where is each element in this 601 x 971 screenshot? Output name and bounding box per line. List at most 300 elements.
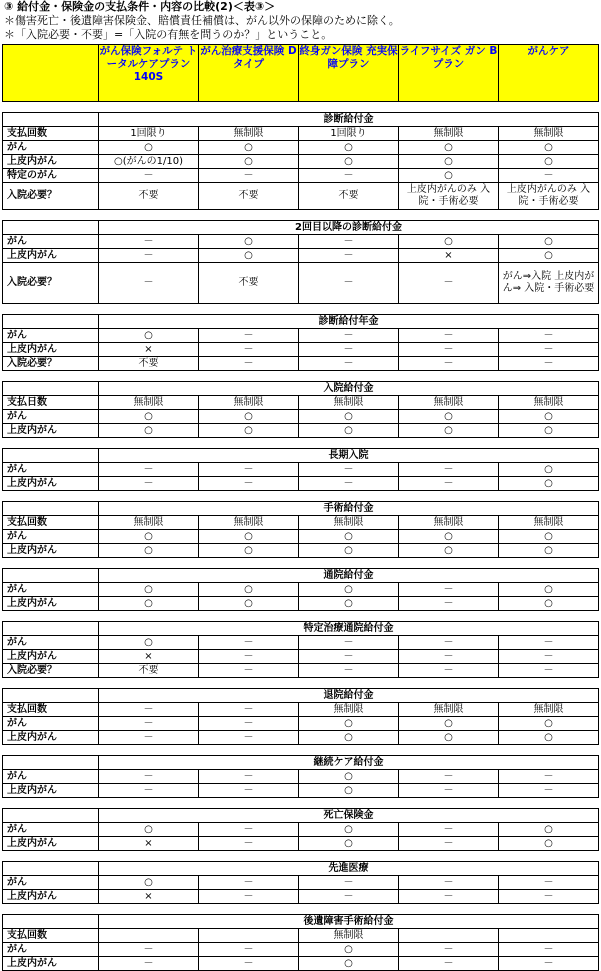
value-cell: － <box>99 477 199 491</box>
value-cell: － <box>299 890 399 904</box>
table-row <box>3 957 599 971</box>
value-cell: 無制限 <box>99 396 199 410</box>
table-row <box>3 127 599 141</box>
section-title: 特定治療通院給付金 <box>99 622 599 636</box>
value-cell: 不要 <box>99 357 199 371</box>
value-cell: － <box>399 890 499 904</box>
value-cell: － <box>399 463 499 477</box>
section-header-row <box>3 862 599 876</box>
section-blank <box>3 915 99 929</box>
row-label: 支払回数 <box>3 516 99 530</box>
value-cell: ○ <box>499 597 599 611</box>
value-cell: ○ <box>299 583 399 597</box>
section-header-row <box>3 113 599 127</box>
value-cell: ○ <box>399 235 499 249</box>
row-label: がん <box>3 329 99 343</box>
row-label: がん <box>3 823 99 837</box>
value-cell: ○ <box>399 169 499 183</box>
row-label: がん <box>3 943 99 957</box>
value-cell: ○ <box>99 530 199 544</box>
value-cell: － <box>299 477 399 491</box>
plan-name: 終身ガン保険 充実保障プラン <box>299 45 399 102</box>
value-cell: 無制限 <box>299 396 399 410</box>
value-cell: ○ <box>199 583 299 597</box>
row-label: 入院必要？ <box>3 357 99 371</box>
section-title: 診断給付年金 <box>99 315 599 329</box>
value-cell: － <box>499 664 599 678</box>
value-cell: ○ <box>499 583 599 597</box>
value-cell <box>499 929 599 943</box>
value-cell: ○ <box>499 717 599 731</box>
section-header-row <box>3 382 599 396</box>
value-cell: － <box>299 169 399 183</box>
value-cell: ○ <box>399 155 499 169</box>
value-cell: － <box>199 650 299 664</box>
value-cell: － <box>99 784 199 798</box>
value-cell: ○ <box>99 583 199 597</box>
row-label: がん <box>3 770 99 784</box>
value-cell <box>199 929 299 943</box>
value-cell: － <box>199 784 299 798</box>
row-label: 上皮内がん <box>3 597 99 611</box>
value-cell: ○ <box>199 424 299 438</box>
value-cell: がん⇒入院 上皮内がん⇒ 入院・手術必要 <box>499 263 599 304</box>
header <box>0 0 601 44</box>
value-cell: － <box>199 943 299 957</box>
row-label: 支払回数 <box>3 703 99 717</box>
value-cell: ○ <box>299 141 399 155</box>
value-cell: ○ <box>199 155 299 169</box>
section-title: 長期入院 <box>99 449 599 463</box>
table-row <box>3 770 599 784</box>
row-label: 支払回数 <box>3 127 99 141</box>
value-cell: 不要 <box>99 183 199 210</box>
table-row <box>3 357 599 371</box>
value-cell: 無制限 <box>499 703 599 717</box>
value-cell: － <box>99 463 199 477</box>
row-label: 入院必要？ <box>3 263 99 304</box>
value-cell: ○ <box>399 410 499 424</box>
row-label: 上皮内がん <box>3 477 99 491</box>
value-cell: 無制限 <box>499 516 599 530</box>
value-cell: － <box>499 784 599 798</box>
section-title: 通院給付金 <box>99 569 599 583</box>
row-label: 上皮内がん <box>3 650 99 664</box>
value-cell: ○ <box>399 424 499 438</box>
value-cell: 無制限 <box>199 127 299 141</box>
row-label: 入院必要？ <box>3 664 99 678</box>
section-spacer <box>3 678 599 689</box>
value-cell: － <box>199 463 299 477</box>
table-row <box>3 329 599 343</box>
row-label: 上皮内がん <box>3 784 99 798</box>
table-row <box>3 929 599 943</box>
value-cell: ○ <box>99 823 199 837</box>
section-header-row <box>3 915 599 929</box>
section-blank <box>3 622 99 636</box>
spacer-cell <box>3 558 599 569</box>
value-cell: － <box>99 235 199 249</box>
value-cell: ○ <box>299 770 399 784</box>
row-label: がん <box>3 530 99 544</box>
value-cell: ○ <box>299 597 399 611</box>
row-label: がん <box>3 141 99 155</box>
value-cell: ○ <box>299 410 399 424</box>
section-spacer <box>3 210 599 221</box>
value-cell: 1回限り <box>299 127 399 141</box>
value-cell: ○ <box>99 141 199 155</box>
value-cell: － <box>499 329 599 343</box>
value-cell: － <box>399 664 499 678</box>
section-title: 後遺障害手術給付金 <box>99 915 599 929</box>
value-cell: － <box>199 731 299 745</box>
value-cell: ○ <box>499 837 599 851</box>
value-cell: 上皮内がんのみ 入院・手術必要 <box>399 183 499 210</box>
comparison-table <box>2 44 599 971</box>
table-row <box>3 890 599 904</box>
value-cell: － <box>499 943 599 957</box>
value-cell: － <box>499 957 599 971</box>
spacer-cell <box>3 102 599 113</box>
plan-name: ライフサイズ ガン Bプラン <box>399 45 499 102</box>
row-label: 上皮内がん <box>3 957 99 971</box>
spacer-cell <box>3 371 599 382</box>
value-cell: － <box>399 823 499 837</box>
value-cell: － <box>399 876 499 890</box>
value-cell: ○ <box>99 410 199 424</box>
section-title: 死亡保険金 <box>99 809 599 823</box>
value-cell: － <box>399 597 499 611</box>
row-label: 入院必要？ <box>3 183 99 210</box>
value-cell: ○ <box>499 424 599 438</box>
value-cell: ○ <box>299 823 399 837</box>
value-cell: － <box>299 876 399 890</box>
section-spacer <box>3 491 599 502</box>
value-cell: － <box>199 664 299 678</box>
value-cell: － <box>299 664 399 678</box>
value-cell: × <box>99 650 199 664</box>
table-row <box>3 731 599 745</box>
value-cell: 不要 <box>199 263 299 304</box>
value-cell: － <box>499 876 599 890</box>
value-cell: ○ <box>199 141 299 155</box>
value-cell: ○ <box>299 544 399 558</box>
value-cell: － <box>299 650 399 664</box>
value-cell: ○ <box>99 597 199 611</box>
value-cell: － <box>199 357 299 371</box>
value-cell: ○ <box>199 544 299 558</box>
value-cell: － <box>199 169 299 183</box>
value-cell: － <box>399 329 499 343</box>
value-cell: － <box>499 650 599 664</box>
value-cell: － <box>399 957 499 971</box>
value-cell: － <box>399 636 499 650</box>
value-cell: － <box>399 357 499 371</box>
value-cell: ○ <box>399 530 499 544</box>
section-header-row <box>3 449 599 463</box>
value-cell: ○ <box>499 530 599 544</box>
table-row <box>3 183 599 210</box>
value-cell: × <box>99 837 199 851</box>
value-cell: － <box>399 650 499 664</box>
value-cell <box>99 929 199 943</box>
value-cell: 不要 <box>199 183 299 210</box>
row-label: 支払回数 <box>3 929 99 943</box>
value-cell: 不要 <box>99 664 199 678</box>
value-cell: － <box>299 343 399 357</box>
value-cell: ○ <box>499 155 599 169</box>
value-cell: － <box>499 343 599 357</box>
value-cell: ○ <box>499 249 599 263</box>
table-row <box>3 583 599 597</box>
row-label: 特定のがん <box>3 169 99 183</box>
value-cell: ○ <box>299 155 399 169</box>
value-cell: ○ <box>299 943 399 957</box>
value-cell: － <box>99 770 199 784</box>
value-cell: ○ <box>99 876 199 890</box>
note-1: ＊傷害死亡・後遺障害保険金、賠償責任補償は、がん以外の保障のために除く。 <box>4 14 400 27</box>
value-cell: ○ <box>499 141 599 155</box>
value-cell <box>399 929 499 943</box>
table-row <box>3 837 599 851</box>
value-cell: ○ <box>499 544 599 558</box>
value-cell: ○ <box>299 731 399 745</box>
spacer-cell <box>3 438 599 449</box>
value-cell: 上皮内がんのみ 入院・手術必要 <box>499 183 599 210</box>
spacer-cell <box>3 611 599 622</box>
value-cell: － <box>199 343 299 357</box>
value-cell: － <box>299 235 399 249</box>
value-cell: － <box>199 717 299 731</box>
value-cell: － <box>199 329 299 343</box>
table-row <box>3 597 599 611</box>
spacer-cell <box>3 798 599 809</box>
value-cell: － <box>99 717 199 731</box>
table-row <box>3 263 599 304</box>
value-cell: × <box>399 249 499 263</box>
table-row <box>3 876 599 890</box>
value-cell: － <box>99 263 199 304</box>
value-cell: ○ <box>199 597 299 611</box>
value-cell: 1回限り <box>99 127 199 141</box>
section-blank <box>3 756 99 770</box>
value-cell: ○(がんの1/10) <box>99 155 199 169</box>
value-cell: － <box>399 477 499 491</box>
value-cell: ○ <box>299 717 399 731</box>
value-cell: － <box>199 477 299 491</box>
value-cell: － <box>399 770 499 784</box>
value-cell: 無制限 <box>299 703 399 717</box>
table-row <box>3 943 599 957</box>
value-cell: － <box>399 837 499 851</box>
value-cell: ○ <box>399 717 499 731</box>
value-cell: ○ <box>199 530 299 544</box>
spacer-cell <box>3 851 599 862</box>
section-spacer <box>3 304 599 315</box>
value-cell: ○ <box>299 957 399 971</box>
row-label: がん <box>3 717 99 731</box>
value-cell: ○ <box>499 235 599 249</box>
value-cell: ○ <box>199 249 299 263</box>
table-row <box>3 249 599 263</box>
table-row <box>3 477 599 491</box>
row-label: 支払日数 <box>3 396 99 410</box>
value-cell: ○ <box>99 636 199 650</box>
value-cell: － <box>399 583 499 597</box>
section-title: 診断給付金 <box>99 113 599 127</box>
spacer-cell <box>3 210 599 221</box>
table-row <box>3 463 599 477</box>
plan-name: がんケア <box>499 45 599 102</box>
value-cell: 無制限 <box>199 516 299 530</box>
section-blank <box>3 862 99 876</box>
section-header-row <box>3 689 599 703</box>
section-spacer <box>3 371 599 382</box>
value-cell: － <box>199 890 299 904</box>
value-cell: － <box>199 823 299 837</box>
value-cell: ○ <box>499 463 599 477</box>
section-title: 入院給付金 <box>99 382 599 396</box>
row-label: 上皮内がん <box>3 424 99 438</box>
section-spacer <box>3 798 599 809</box>
row-label: 上皮内がん <box>3 249 99 263</box>
value-cell: － <box>99 169 199 183</box>
value-cell: － <box>99 703 199 717</box>
table-row <box>3 169 599 183</box>
section-title: 先進医療 <box>99 862 599 876</box>
value-cell: ○ <box>499 731 599 745</box>
table-row <box>3 784 599 798</box>
page-title: ③ 給付金・保険金の支払条件・内容の比較(2)＜表③＞ <box>4 0 276 13</box>
value-cell: × <box>99 890 199 904</box>
value-cell: 無制限 <box>399 703 499 717</box>
value-cell: 無制限 <box>399 396 499 410</box>
section-spacer <box>3 745 599 756</box>
value-cell: ○ <box>399 731 499 745</box>
spacer-cell <box>3 304 599 315</box>
section-blank <box>3 809 99 823</box>
value-cell: － <box>299 249 399 263</box>
value-cell: － <box>499 890 599 904</box>
value-cell: 無制限 <box>299 929 399 943</box>
table-row <box>3 155 599 169</box>
value-cell: ○ <box>199 235 299 249</box>
row-label: がん <box>3 583 99 597</box>
spacer-cell <box>3 491 599 502</box>
value-cell: ○ <box>399 141 499 155</box>
table-row <box>3 664 599 678</box>
corner-cell <box>3 45 99 102</box>
section-title: 退院給付金 <box>99 689 599 703</box>
value-cell: 無制限 <box>199 396 299 410</box>
row-label: 上皮内がん <box>3 890 99 904</box>
value-cell: ○ <box>299 784 399 798</box>
value-cell: － <box>199 876 299 890</box>
section-blank <box>3 449 99 463</box>
value-cell: 無制限 <box>299 516 399 530</box>
value-cell: － <box>199 770 299 784</box>
table-row <box>3 424 599 438</box>
section-blank <box>3 689 99 703</box>
table-row <box>3 650 599 664</box>
section-blank <box>3 569 99 583</box>
value-cell: ○ <box>299 837 399 851</box>
value-cell: － <box>399 943 499 957</box>
row-label: 上皮内がん <box>3 837 99 851</box>
value-cell: － <box>499 770 599 784</box>
section-header-row <box>3 221 599 235</box>
value-cell: － <box>99 943 199 957</box>
value-cell: － <box>399 343 499 357</box>
value-cell: － <box>99 957 199 971</box>
value-cell: － <box>299 263 399 304</box>
value-cell: － <box>499 636 599 650</box>
value-cell: － <box>399 784 499 798</box>
row-label: がん <box>3 235 99 249</box>
table-row <box>3 141 599 155</box>
value-cell: 無制限 <box>499 127 599 141</box>
section-blank <box>3 315 99 329</box>
table-row <box>3 410 599 424</box>
value-cell: － <box>299 329 399 343</box>
plan-name: がん保険フォルテ トータルケアプラン 140S <box>99 45 199 102</box>
value-cell: ○ <box>499 477 599 491</box>
value-cell: ○ <box>299 530 399 544</box>
plan-name: がん治療支援保険 Dタイプ <box>199 45 299 102</box>
value-cell: × <box>99 343 199 357</box>
section-spacer <box>3 102 599 113</box>
value-cell: ○ <box>99 329 199 343</box>
table-row <box>3 636 599 650</box>
section-spacer <box>3 558 599 569</box>
value-cell: － <box>199 837 299 851</box>
section-header-row <box>3 502 599 516</box>
section-blank <box>3 221 99 235</box>
table-row <box>3 703 599 717</box>
value-cell: 無制限 <box>99 516 199 530</box>
table-row <box>3 396 599 410</box>
section-spacer <box>3 851 599 862</box>
value-cell: － <box>199 636 299 650</box>
value-cell: ○ <box>99 544 199 558</box>
row-label: 上皮内がん <box>3 343 99 357</box>
row-label: 上皮内がん <box>3 155 99 169</box>
section-header-row <box>3 569 599 583</box>
value-cell: － <box>299 357 399 371</box>
section-header-row <box>3 756 599 770</box>
table-row <box>3 516 599 530</box>
value-cell: ○ <box>199 410 299 424</box>
section-blank <box>3 382 99 396</box>
value-cell: ○ <box>299 424 399 438</box>
value-cell: － <box>299 636 399 650</box>
section-blank <box>3 113 99 127</box>
section-spacer <box>3 438 599 449</box>
note-2: ＊「入院必要・不要」=「入院の有無を問うのか？」ということ。 <box>4 28 333 41</box>
section-title: 手術給付金 <box>99 502 599 516</box>
table-row <box>3 544 599 558</box>
table-row <box>3 343 599 357</box>
value-cell: 無制限 <box>399 127 499 141</box>
row-label: がん <box>3 876 99 890</box>
table-row <box>3 530 599 544</box>
value-cell: － <box>199 703 299 717</box>
section-header-row <box>3 315 599 329</box>
section-header-row <box>3 809 599 823</box>
value-cell: － <box>399 263 499 304</box>
value-cell: － <box>499 357 599 371</box>
row-label: がん <box>3 410 99 424</box>
